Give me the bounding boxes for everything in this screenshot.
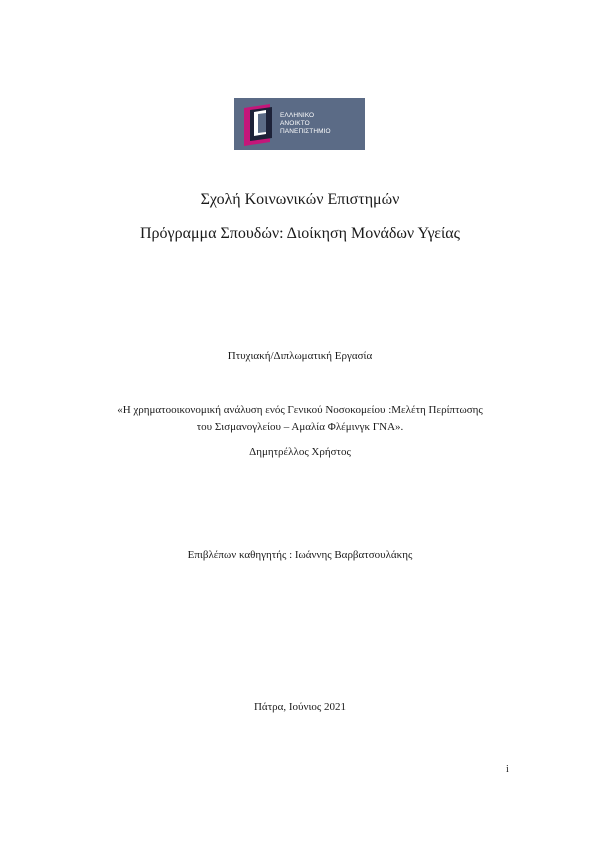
university-logo bbox=[234, 98, 365, 150]
thesis-title-line: του Σισμανογλείου – Αμαλία Φλέμινγκ ΓΝΑ». bbox=[196, 421, 404, 433]
logo-wordmark bbox=[280, 112, 331, 136]
school-name: Σχολή Κοινωνικών Επιστημών bbox=[200, 191, 400, 208]
author-name: Δημητρέλλος Χρήστος bbox=[249, 446, 351, 458]
logo-line: ΑΝΟΙΚΤΟ bbox=[280, 120, 310, 127]
program-name: Πρόγραμμα Σπουδών: Διοίκηση Μονάδων Υγείας bbox=[139, 225, 461, 242]
thesis-title-line: «Η χρηματοοικονομική ανάλυση ενός Γενικού Νοσοκομείου :Μελέτη Περίπτωσης bbox=[117, 404, 483, 416]
logo-line: ΕΛΛΗΝΙΚΟ bbox=[280, 112, 315, 119]
place-date: Πάτρα, Ιούνιος 2021 bbox=[253, 701, 347, 713]
page-number: i bbox=[506, 764, 509, 775]
thesis-type: Πτυχιακή/Διπλωματική Εργασία bbox=[227, 350, 373, 362]
logo-line: ΠΑΝΕΠΙΣΤΗΜΙΟ bbox=[280, 128, 331, 135]
logo-emblem-icon bbox=[240, 98, 278, 150]
supervisor: Επιβλέπων καθηγητής : Ιωάννης Βαρβατσουλάκης bbox=[187, 549, 413, 561]
